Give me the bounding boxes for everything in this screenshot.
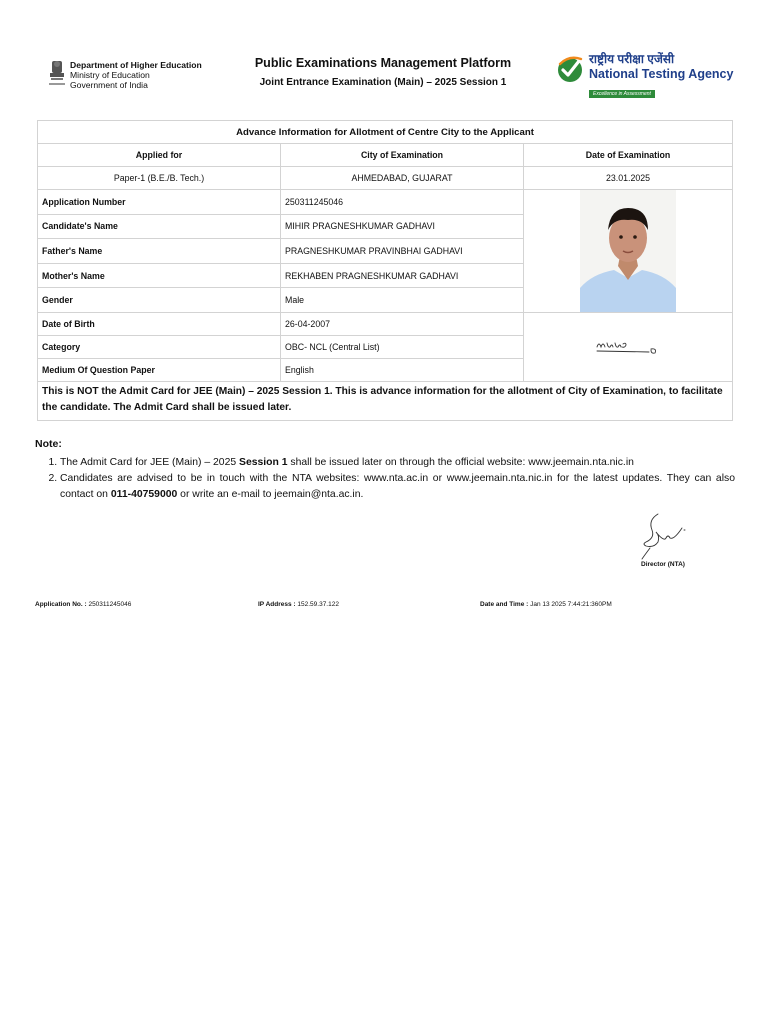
col-applied-for: Applied for [38, 144, 281, 167]
platform-title-block [230, 55, 536, 90]
candidate-photo [580, 190, 676, 312]
table-row [38, 313, 733, 336]
exam-date-value: 23.01.2025 [524, 167, 733, 190]
note-bold-text: Session 1 [239, 457, 288, 468]
nta-check-logo-icon [557, 55, 583, 83]
table-row [38, 190, 733, 215]
nta-hindi-name: राष्ट्रीय परीक्षा एजेंसी [589, 52, 675, 66]
nta-tagline: Excellence in Assessment [589, 90, 655, 98]
note-title: Note: [35, 438, 62, 450]
gender-value: Male [281, 288, 524, 313]
note-text: shall be issued later on through the official website: www.jeemain.nta.nic.in [287, 457, 634, 468]
candidate-signature-image [593, 335, 663, 357]
note-text: The Admit Card for JEE (Main) – 2025 [60, 457, 240, 468]
row-label: Medium Of Question Paper [38, 359, 281, 382]
allotment-info-table [37, 120, 733, 421]
table-title-row [38, 121, 733, 144]
government-name: Government of India [70, 80, 148, 90]
director-label: Director (NTA) [641, 561, 685, 568]
exam-info-row [38, 167, 733, 190]
nta-english-name: National Testing Agency [589, 67, 734, 81]
footer-value: Jan 13 2025 7:44:21:360PM [530, 601, 612, 608]
candidate-name-value: MIHIR PRAGNESHKUMAR GADHAVI [281, 214, 524, 239]
row-label: Father's Name [38, 239, 281, 264]
applied-for-value: Paper-1 (B.E./B. Tech.) [38, 167, 281, 190]
director-signature-image [636, 512, 690, 560]
application-number-value: 250311245046 [281, 190, 524, 215]
row-label: Mother's Name [38, 263, 281, 288]
column-header-row [38, 144, 733, 167]
note-text: Candidates are advised to be in touch with the NTA websites: www.nta.ac.in or www.jeemain.nta.nic.in for the latest updates. They can also contact on [60, 473, 735, 500]
mother-name-value: REKHABEN PRAGNESHKUMAR GADHAVI [281, 263, 524, 288]
footer-value: 250311245046 [88, 601, 132, 608]
contact-number: 011-40759000 [110, 489, 178, 500]
footer-ip-address [258, 601, 339, 608]
note-text: or write an e-mail to jeemain@nta.ac.in. [177, 489, 364, 500]
exam-subtitle: Joint Entrance Examination (Main) – 2025 Session 1 [259, 77, 507, 88]
not-admit-card-notice: This is NOT the Admit Card for JEE (Main) – 2025 Session 1. This is advance information for the allotment of City of Examination, to facilitate the candidate. The Admit Card shall be issued later. [38, 382, 733, 421]
footer-value: 152.59.37.122 [297, 601, 339, 608]
row-label: Application Number [38, 190, 281, 215]
row-label: Candidate's Name [38, 214, 281, 239]
page-header [0, 0, 768, 118]
platform-title: Public Examinations Management Platform [254, 56, 512, 70]
list-item [60, 455, 735, 471]
nta-logo-text [589, 52, 733, 100]
medium-value: English [281, 359, 524, 382]
footer-label: IP Address : [258, 601, 296, 608]
footer-label: Application No. : [35, 601, 87, 608]
notice-row [38, 382, 733, 421]
row-label: Category [38, 336, 281, 359]
list-item [60, 471, 735, 503]
date-of-birth-value: 26-04-2007 [281, 313, 524, 336]
row-label: Date of Birth [38, 313, 281, 336]
category-value: OBC- NCL (Central List) [281, 336, 524, 359]
footer-label: Date and Time : [480, 601, 529, 608]
footer-date-time [480, 601, 612, 608]
department-name: Department of Higher Education [70, 60, 202, 70]
department-block [70, 60, 202, 90]
candidate-photo-cell [524, 190, 733, 313]
col-city-of-exam: City of Examination [281, 144, 524, 167]
ministry-name: Ministry of Education [70, 70, 150, 80]
national-emblem-icon [48, 58, 66, 88]
city-value: AHMEDABAD, GUJARAT [281, 167, 524, 190]
table-title: Advance Information for Allotment of Centre City to the Applicant [38, 121, 733, 144]
note-list [35, 455, 735, 503]
father-name-value: PRAGNESHKUMAR PRAVINBHAI GADHAVI [281, 239, 524, 264]
candidate-signature-cell [524, 313, 733, 382]
row-label: Gender [38, 288, 281, 313]
footer-application-no [35, 601, 131, 608]
col-date-of-exam: Date of Examination [524, 144, 733, 167]
note-section [35, 436, 735, 503]
